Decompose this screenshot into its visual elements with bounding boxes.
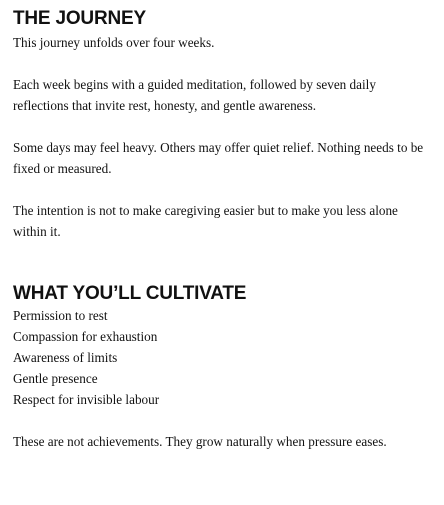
journey-section (13, 9, 433, 242)
cultivate-list (13, 305, 433, 410)
journey-heading: THE JOURNEY (13, 8, 146, 29)
document-page (13, 9, 433, 452)
cultivate-heading: WHAT YOU’LL CULTIVATE (13, 283, 247, 304)
list-item: Permission to rest (13, 308, 108, 323)
cultivate-section (13, 284, 433, 452)
list-item: Awareness of limits (13, 350, 118, 365)
journey-paragraph-3: The intention is not to make caregiving easier but to make you less alone within it. (13, 203, 398, 239)
list-item: Respect for invisible labour (13, 392, 160, 407)
journey-paragraph-1: Each week begins with a guided meditation, followed by seven daily reflections that invite rest, honesty, and gentle awareness. (13, 77, 376, 113)
list-item: Compassion for exhaustion (13, 329, 158, 344)
journey-paragraph-2: Some days may feel heavy. Others may offer quiet relief. Nothing needs to be fixed or measured. (13, 140, 424, 176)
journey-intro: This journey unfolds over four weeks. (13, 35, 215, 50)
cultivate-closing: These are not achievements. They grow naturally when pressure eases. (13, 434, 387, 449)
list-item: Gentle presence (13, 371, 98, 386)
